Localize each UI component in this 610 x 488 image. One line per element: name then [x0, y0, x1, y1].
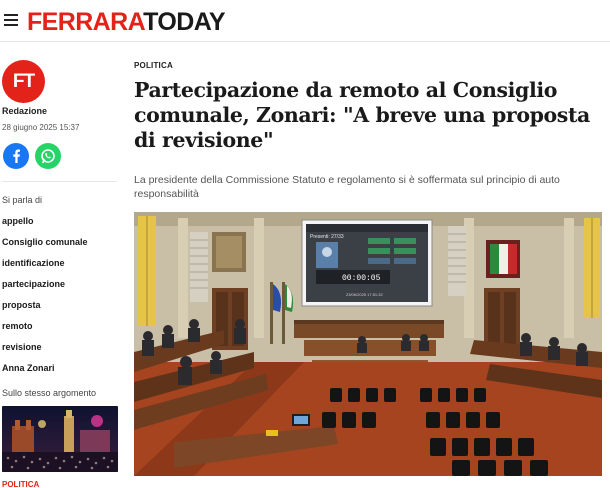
related-article-image[interactable] [2, 406, 118, 472]
screen-timer-text: 00:00:05 [342, 274, 381, 283]
author-name[interactable]: Redazione [2, 106, 48, 116]
article-subtitle: La presidente della Commissione Statuto e regolamento si è soffermata sul principio di auto responsabilità [134, 174, 560, 200]
logo-ferrara: FERRARA [27, 8, 144, 36]
article-title: Partecipazione da remoto al Consiglio comunale, Zonari: "A breve una proposta di revisione" [134, 78, 590, 152]
whatsapp-icon [40, 148, 56, 164]
screen-presence-text: Presenti: 27/33 [310, 234, 344, 240]
logo-today: TODAY [143, 8, 225, 36]
topic-link[interactable]: revisione [2, 342, 42, 352]
author-avatar[interactable] [2, 60, 45, 103]
whatsapp-share-button[interactable] [35, 143, 61, 169]
related-article-category[interactable]: POLITICA [2, 480, 40, 488]
facebook-share-button[interactable] [3, 143, 29, 169]
topic-link[interactable]: identificazione [2, 258, 65, 268]
screen-date-text: 23/06/2025 17:51:32 [346, 292, 383, 297]
article-category[interactable]: POLITICA [134, 61, 173, 70]
article-main [134, 42, 604, 488]
topics-label: Si parla di [2, 195, 43, 205]
topic-link[interactable]: appello [2, 216, 34, 226]
sidebar-divider [2, 181, 117, 182]
article-sidebar [0, 42, 122, 488]
topic-link[interactable]: proposta [2, 300, 41, 310]
topic-link[interactable]: partecipazione [2, 279, 66, 289]
hamburger-menu-icon[interactable] [4, 13, 18, 25]
top-bar [0, 0, 610, 42]
article-hero-image [134, 212, 602, 476]
topic-link[interactable]: Consiglio comunale [2, 237, 88, 247]
avatar-initials: FT [12, 70, 35, 92]
topic-link[interactable]: Anna Zonari [2, 363, 55, 373]
topic-link[interactable]: remoto [2, 321, 33, 331]
related-label: Sullo stesso argomento [2, 388, 97, 398]
facebook-icon [10, 149, 22, 163]
site-logo[interactable] [27, 8, 225, 36]
publish-date: 28 giugno 2025 15:37 [2, 123, 80, 132]
